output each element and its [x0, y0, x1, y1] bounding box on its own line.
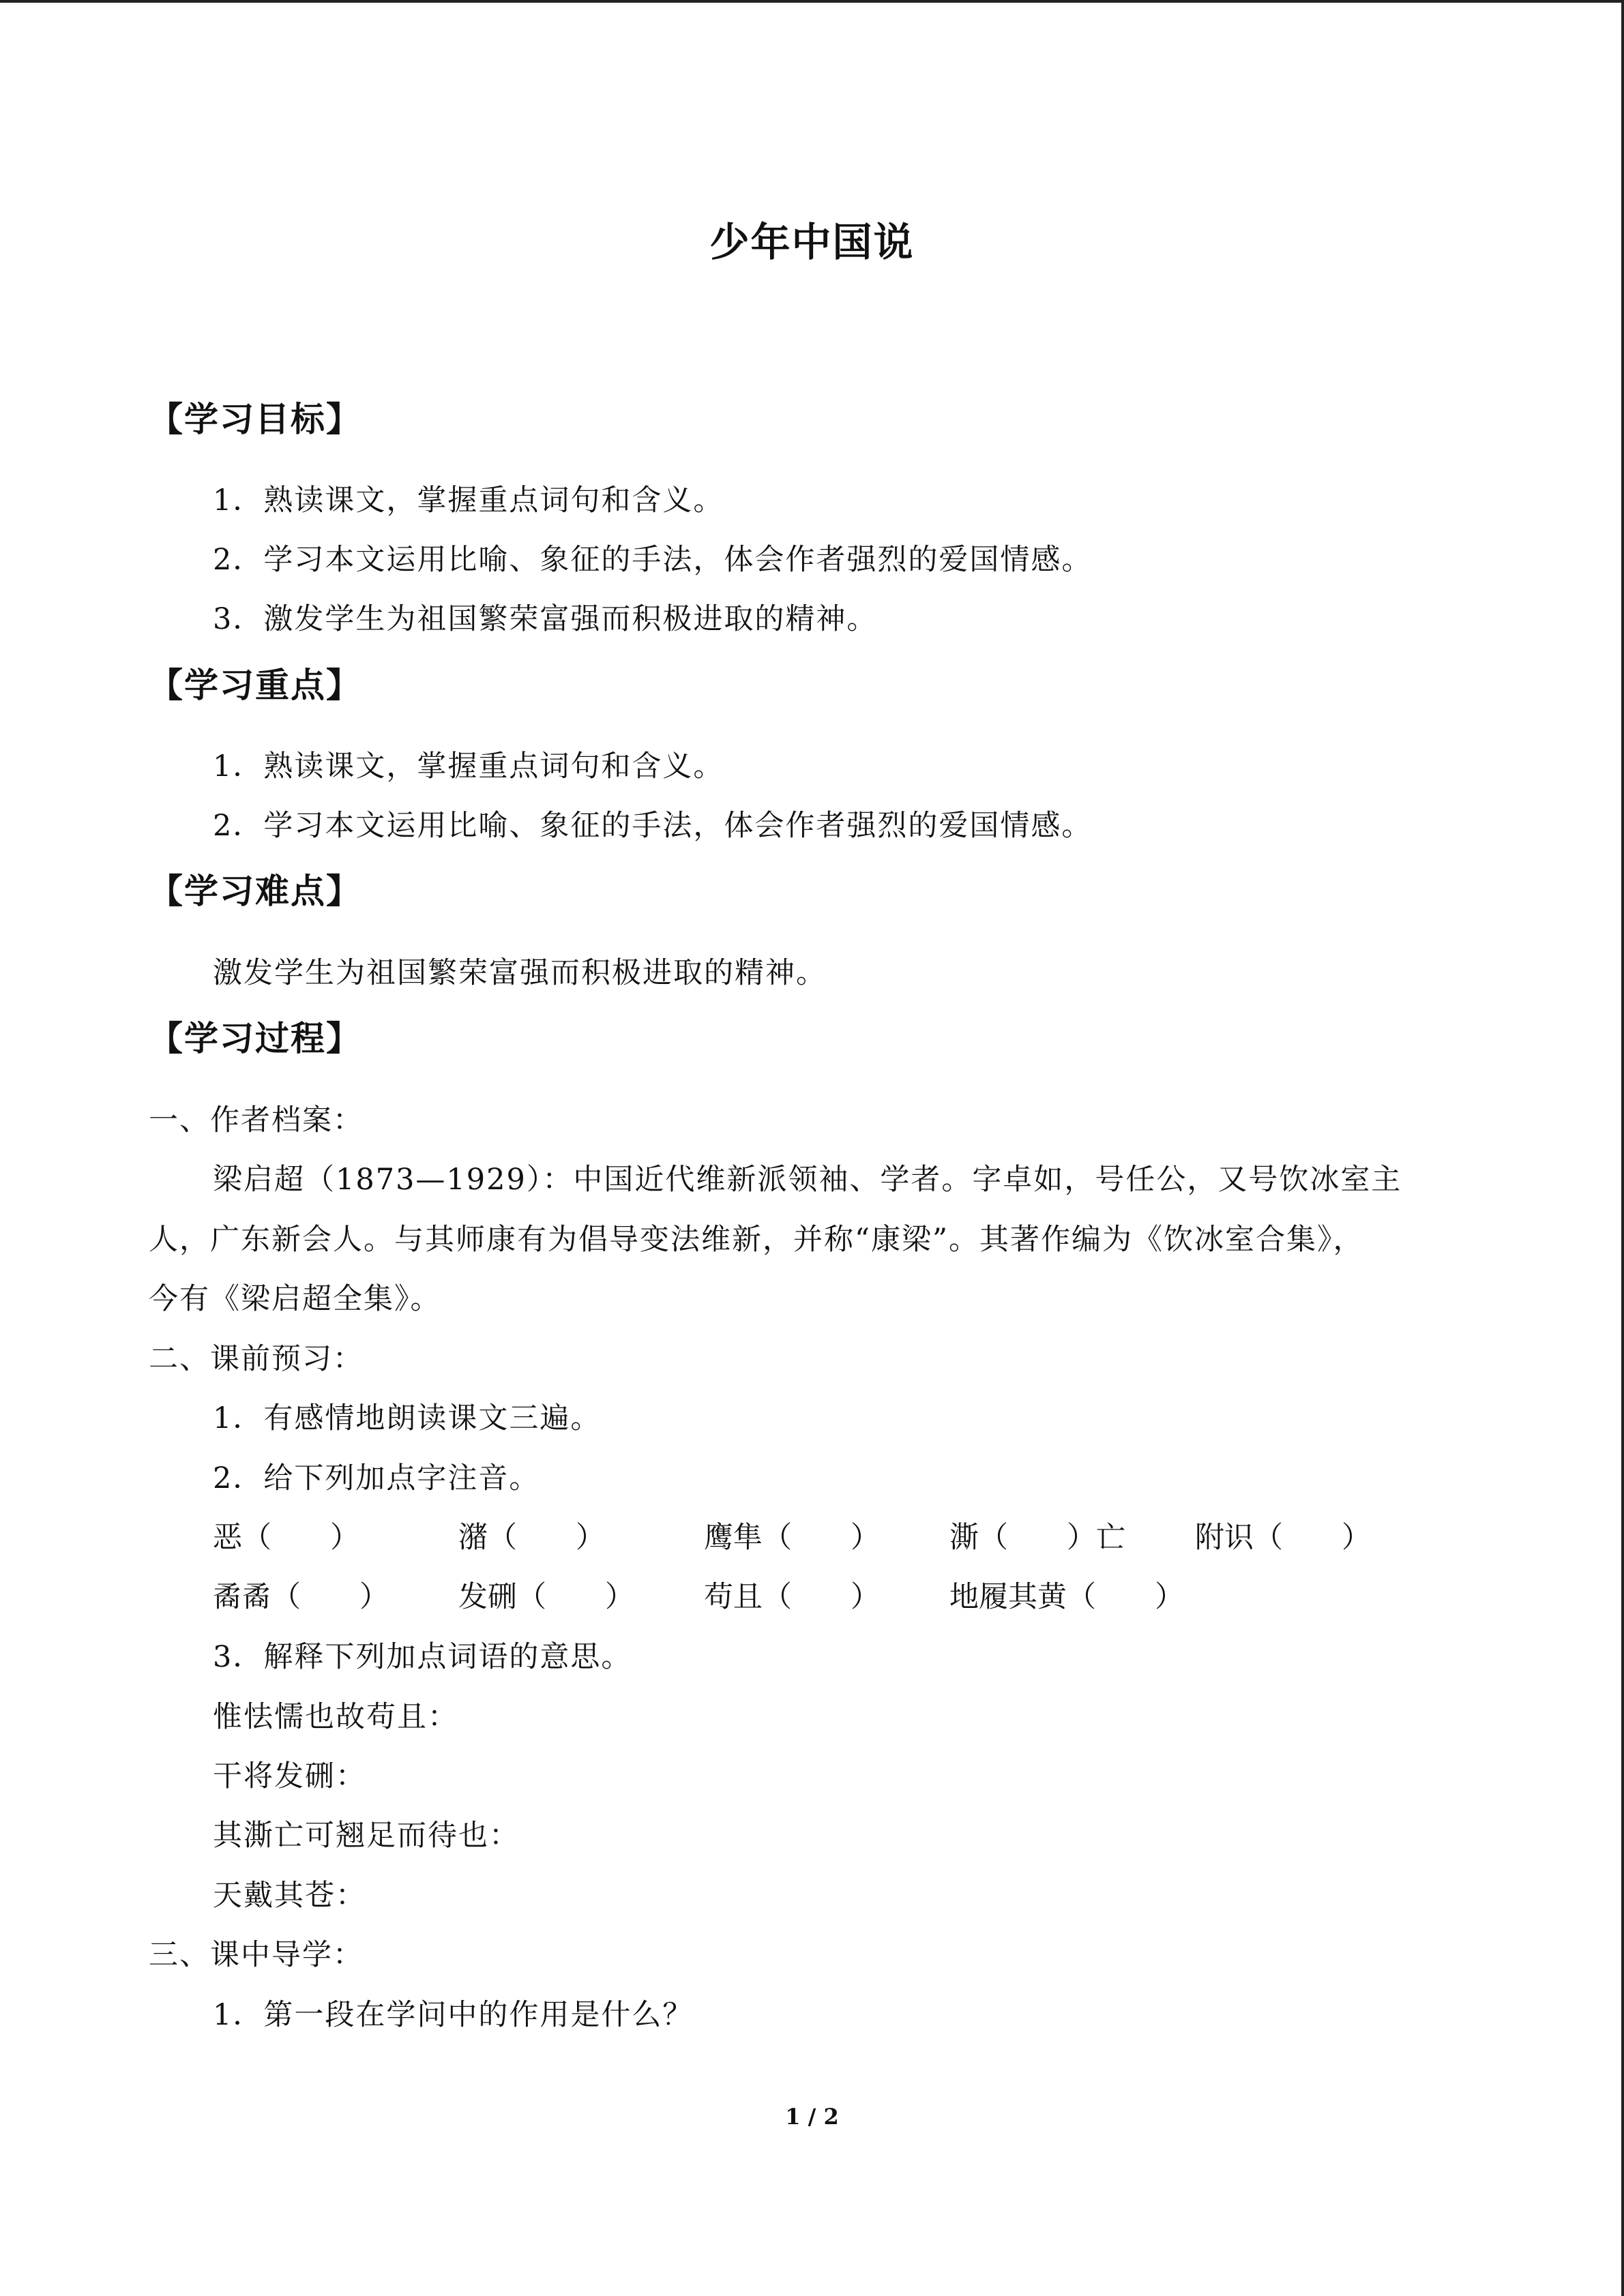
term-prompt: 惟怯懦也故苟且： [213, 1700, 458, 1734]
guide-section-label: 三、课中导学： [149, 1938, 364, 1972]
author-paragraph-line-3: 今有《梁启超全集》。 [149, 1282, 441, 1316]
heading-key-points: 【学习重点】 [149, 666, 361, 705]
preview-item-1: 1．有感情地朗读课文三遍。 [213, 1401, 602, 1435]
difficulty-text: 激发学生为祖国繁荣富强而积极进取的精神。 [213, 956, 827, 990]
page-border-top [0, 0, 1624, 3]
page-number: 1 / 2 [785, 2104, 839, 2130]
term-prompt: 其澌亡可翘足而待也： [213, 1819, 520, 1853]
pinyin-blank: 附识（ ） [1195, 1521, 1371, 1555]
preview-section-label: 二、课前预习： [149, 1342, 364, 1376]
author-section-label: 一、作者档案： [149, 1103, 364, 1137]
page-title: 少年中国说 [709, 219, 915, 265]
objective-item-1: 1．熟读课文，掌握重点词句和含义。 [213, 483, 724, 518]
preview-item-3: 3．解释下列加点词语的意思。 [213, 1640, 632, 1674]
term-prompt: 天戴其苍： [213, 1879, 366, 1913]
pinyin-blank: 矞矞（ ） [213, 1580, 389, 1614]
preview-item-2: 2．给下列加点字注音。 [213, 1461, 540, 1495]
heading-objectives: 【学习目标】 [149, 400, 361, 439]
term-prompt: 干将发硎： [213, 1759, 366, 1793]
author-paragraph-line-1: 梁启超（1873—1929）：中国近代维新派领袖、学者。字卓如，号任公，又号饮冰室主 [213, 1163, 1402, 1197]
objective-item-3: 3．激发学生为祖国繁荣富强而积极进取的精神。 [213, 602, 878, 636]
pinyin-blank: 苟且（ ） [704, 1580, 880, 1614]
pinyin-blank: 潴（ ） [458, 1521, 605, 1555]
page-border-right [1621, 0, 1624, 2296]
author-paragraph-line-2: 人，广东新会人。与其师康有为倡导变法维新，并称“康梁”。其著作编为《饮冰室合集》， [149, 1223, 1364, 1257]
pinyin-blank: 恶（ ） [213, 1521, 359, 1555]
key-point-item-1: 1．熟读课文，掌握重点词句和含义。 [213, 749, 724, 784]
objective-item-2: 2．学习本文运用比喻、象征的手法，体会作者强烈的爱国情感。 [213, 543, 1093, 577]
pinyin-blank: 鹰隼（ ） [704, 1521, 880, 1555]
pinyin-blank: 地履其黄（ ） [949, 1580, 1184, 1614]
pinyin-blank: 澌（ ）亡 [949, 1521, 1125, 1555]
heading-process: 【学习过程】 [149, 1019, 361, 1058]
pinyin-blank: 发硎（ ） [458, 1580, 634, 1614]
guide-item-1: 1．第一段在学问中的作用是什么？ [213, 1998, 694, 2032]
key-point-item-2: 2．学习本文运用比喻、象征的手法，体会作者强烈的爱国情感。 [213, 809, 1093, 843]
heading-difficulty: 【学习难点】 [149, 871, 361, 911]
